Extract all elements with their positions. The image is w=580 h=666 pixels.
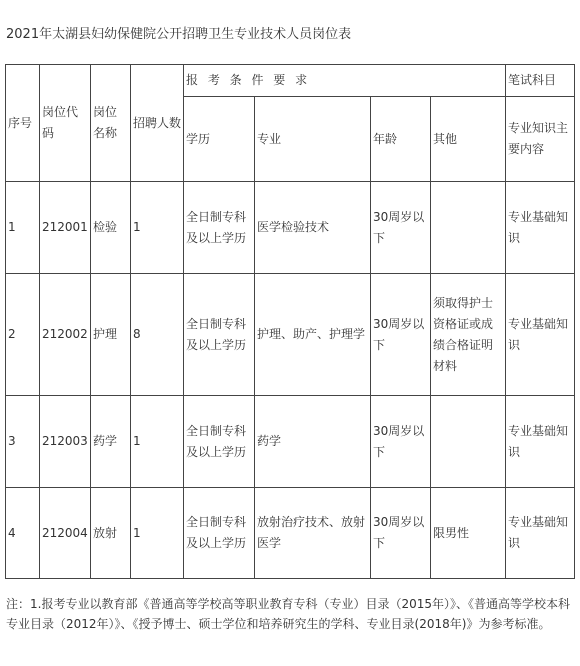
footnote: 注：1.报考专业以教育部《普通高等学校高等职业教育专科（专业）目录（2015年）》、《普通高等学校本科专业目录（2012年）》、《授予博士、硕士学位和培养研究生的学科、专业目录(2018年)》为参考标准。 <box>6 597 570 631</box>
cell-age: 30周岁以下 <box>371 274 431 396</box>
header-post-name: 岗位名称 <box>91 65 131 182</box>
cell-code: 212004 <box>40 488 91 579</box>
header-age: 年龄 <box>371 97 431 182</box>
cell-age: 30周岁以下 <box>371 182 431 274</box>
cell-name: 放射 <box>91 488 131 579</box>
header-exam-content: 专业知识主要内容 <box>506 97 575 182</box>
cell-seq: 3 <box>6 396 40 488</box>
cell-age: 30周岁以下 <box>371 488 431 579</box>
header-exam-subject: 笔试科目 <box>506 65 575 97</box>
cell-exam: 专业基础知识 <box>506 182 575 274</box>
cell-education: 全日制专科及以上学历 <box>184 396 255 488</box>
cell-major: 药学 <box>255 396 371 488</box>
cell-education: 全日制专科及以上学历 <box>184 488 255 579</box>
cell-name: 护理 <box>91 274 131 396</box>
cell-count: 1 <box>131 488 184 579</box>
cell-other <box>431 182 506 274</box>
cell-other <box>431 396 506 488</box>
header-major: 专业 <box>255 97 371 182</box>
cell-seq: 4 <box>6 488 40 579</box>
cell-exam: 专业基础知识 <box>506 488 575 579</box>
cell-major: 医学检验技术 <box>255 182 371 274</box>
cell-name: 药学 <box>91 396 131 488</box>
cell-count: 8 <box>131 274 184 396</box>
cell-name: 检验 <box>91 182 131 274</box>
header-row-group <box>6 65 575 97</box>
header-education: 学历 <box>184 97 255 182</box>
cell-major: 放射治疗技术、放射医学 <box>255 488 371 579</box>
post-table <box>5 64 575 579</box>
table-row <box>6 488 575 579</box>
cell-education: 全日制专科及以上学历 <box>184 182 255 274</box>
cell-code: 212003 <box>40 396 91 488</box>
header-other: 其他 <box>431 97 506 182</box>
cell-code: 212002 <box>40 274 91 396</box>
header-count: 招聘人数 <box>131 65 184 182</box>
cell-other: 须取得护士资格证或成绩合格证明材料 <box>431 274 506 396</box>
cell-seq: 2 <box>6 274 40 396</box>
page-title: 2021年太湖县妇幼保健院公开招聘卫生专业技术人员岗位表 <box>6 27 352 42</box>
cell-count: 1 <box>131 182 184 274</box>
header-requirements: 报 考 条 件 要 求 <box>184 65 506 97</box>
cell-major: 护理、助产、护理学 <box>255 274 371 396</box>
table-row <box>6 182 575 274</box>
cell-code: 212001 <box>40 182 91 274</box>
cell-age: 30周岁以下 <box>371 396 431 488</box>
cell-exam: 专业基础知识 <box>506 274 575 396</box>
header-seq: 序号 <box>6 65 40 182</box>
cell-other: 限男性 <box>431 488 506 579</box>
table-row <box>6 274 575 396</box>
table-row <box>6 396 575 488</box>
header-post-code: 岗位代码 <box>40 65 91 182</box>
cell-education: 全日制专科及以上学历 <box>184 274 255 396</box>
cell-count: 1 <box>131 396 184 488</box>
cell-exam: 专业基础知识 <box>506 396 575 488</box>
cell-seq: 1 <box>6 182 40 274</box>
